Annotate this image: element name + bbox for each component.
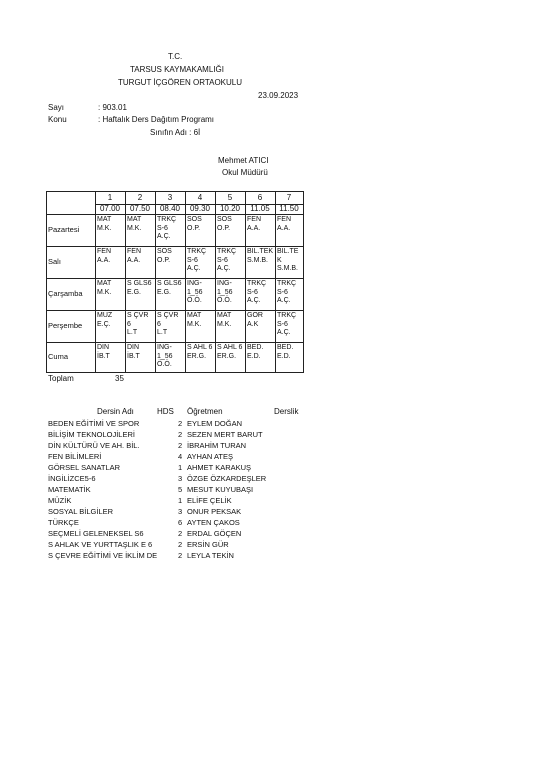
schedule-cell <box>157 280 184 309</box>
grid-vline <box>185 191 186 372</box>
course-teacher: ÖZGE ÖZKARDEŞLER <box>187 474 267 483</box>
lesson-code: TRKÇ S-6 <box>157 216 177 232</box>
lesson-code: TRKÇ S-6 <box>247 280 267 296</box>
teacher-initials: A.A. <box>97 256 111 264</box>
schedule-cell <box>127 248 154 277</box>
grid-hline <box>46 310 304 311</box>
course-name: SOSYAL BİLGİLER <box>48 507 114 516</box>
grid-vline <box>95 191 96 372</box>
schedule-cell <box>277 312 302 341</box>
lesson-code: GÖR <box>247 312 263 319</box>
lesson-code: İNG-1_56 <box>157 344 173 360</box>
lesson-code: TRKÇ S-6 <box>217 248 237 264</box>
teacher-initials: E.G. <box>127 288 142 296</box>
header-tc: T.C. <box>168 52 183 61</box>
course-hours: 5 <box>178 485 183 494</box>
schedule-cell <box>187 344 214 371</box>
grid-vline <box>46 191 47 372</box>
slot-time: 08.40 <box>159 204 181 213</box>
courses-header-hours: HDS <box>157 407 174 416</box>
course-hours: 2 <box>178 551 183 560</box>
document-date: 23.09.2023 <box>258 91 299 100</box>
day-label: Perşembe <box>48 321 83 330</box>
schedule-cell <box>217 280 244 309</box>
teacher-initials: O.P. <box>187 224 201 232</box>
lesson-code: SOS <box>217 216 232 223</box>
day-label: Cuma <box>48 352 69 361</box>
teacher-initials: O.P. <box>217 224 231 232</box>
course-hours: 1 <box>178 463 183 472</box>
schedule-cell <box>127 280 154 309</box>
course-hours: 1 <box>178 496 183 505</box>
lesson-code: İNG-1_56 <box>217 280 233 296</box>
slot-number: 1 <box>107 193 113 202</box>
lesson-code: FEN <box>127 248 141 255</box>
grid-hline <box>46 191 304 192</box>
lesson-code: DİN <box>127 344 140 351</box>
slot-number: 6 <box>257 193 263 202</box>
grid-vline <box>245 191 246 372</box>
slot-time: 09.30 <box>189 204 211 213</box>
slot-number: 2 <box>137 193 143 202</box>
course-name: İNGİLİZCE5-6 <box>48 474 96 483</box>
teacher-initials: A.Ç. <box>277 329 291 337</box>
lesson-code: MAT <box>217 312 232 319</box>
course-name: MÜZİK <box>48 496 72 505</box>
course-teacher: ELİFE ÇELİK <box>187 496 232 505</box>
lesson-code: FEN <box>247 216 261 223</box>
course-name: BEDEN EĞİTİMİ VE SPOR <box>48 419 140 428</box>
slot-time: 11.05 <box>250 204 270 213</box>
teacher-initials: E.D. <box>247 352 261 360</box>
lesson-code: S AHL 6 <box>217 344 243 351</box>
schedule-cell <box>157 216 184 245</box>
teacher-initials: L.T <box>157 329 168 337</box>
schedule-cell <box>97 344 124 371</box>
grid-hline <box>46 246 304 247</box>
total-label: Toplam <box>48 374 74 383</box>
slot-number: 3 <box>167 193 173 202</box>
principal-name: Mehmet ATICI <box>218 156 269 165</box>
lesson-code: SOS <box>187 216 202 223</box>
schedule-cell <box>187 312 214 341</box>
course-name: BİLİŞİM TEKNOLOJİLERİ <box>48 430 135 439</box>
course-teacher: AYHAN ATEŞ <box>187 452 233 461</box>
sayi-value: : 903.01 <box>98 103 127 112</box>
teacher-initials: O.P. <box>157 256 171 264</box>
schedule-cell <box>97 312 124 341</box>
course-name: FEN BİLİMLERİ <box>48 452 102 461</box>
teacher-initials: M.K. <box>97 224 112 232</box>
course-hours: 2 <box>178 540 183 549</box>
teacher-initials: ER.G. <box>217 352 237 360</box>
total-value: 35 <box>115 374 124 383</box>
grid-vline <box>215 191 216 372</box>
course-teacher: EYLEM DOĞAN <box>187 419 243 428</box>
course-hours: 2 <box>178 430 183 439</box>
teacher-initials: E.G. <box>157 288 172 296</box>
teacher-initials: İB.T <box>127 352 140 360</box>
course-name: S ÇEVRE EĞİTİMİ VE İKLİM DE <box>48 551 158 560</box>
teacher-initials: M.K. <box>127 224 142 232</box>
day-label: Çarşamba <box>48 289 83 298</box>
teacher-initials: Ö.Ö. <box>217 297 232 305</box>
schedule-cell <box>247 344 274 371</box>
header-school-name: TURGUT İÇGÖREN ORTAOKULU <box>118 78 243 87</box>
teacher-initials: M.K. <box>217 320 232 328</box>
grid-hline <box>46 372 304 373</box>
schedule-cell <box>277 280 302 309</box>
grid-vline <box>275 191 276 372</box>
lesson-code: S GLS6 <box>157 280 182 287</box>
schedule-cell <box>97 280 124 309</box>
schedule-cell <box>157 344 184 371</box>
slot-time: 11.50 <box>279 204 299 213</box>
lesson-code: MAT <box>127 216 142 223</box>
teacher-initials: A.Ç. <box>247 297 261 305</box>
schedule-cell <box>187 248 214 277</box>
grid-vline <box>125 191 126 372</box>
slot-number: 4 <box>197 193 203 202</box>
lesson-code: S ÇVR 6 <box>127 312 149 328</box>
teacher-initials: A.Ç. <box>217 265 231 273</box>
lesson-code: BED. <box>277 344 294 351</box>
lesson-code: MAT <box>187 312 202 319</box>
courses-header-teacher: Öğretmen <box>187 407 223 416</box>
slot-time: 10.20 <box>219 204 241 213</box>
grid-hline <box>46 214 304 215</box>
weekly-schedule-table <box>46 191 303 372</box>
lesson-code: SOS <box>157 248 172 255</box>
course-teacher: ONUR PEKSAK <box>187 507 242 516</box>
teacher-initials: A.Ç. <box>187 265 201 273</box>
schedule-cell <box>277 216 302 245</box>
lesson-code: İNG-1_56 <box>187 280 203 296</box>
day-label: Salı <box>48 257 61 266</box>
lesson-code: TRKÇ S-6 <box>187 248 207 264</box>
teacher-initials: Ö.Ö. <box>187 297 202 305</box>
course-name: S AHLAK VE YURTTAŞLIK E 6 <box>48 540 153 549</box>
course-hours: 6 <box>178 518 183 527</box>
schedule-cell <box>187 280 214 309</box>
lesson-code: FEN <box>277 216 291 223</box>
principal-title: Okul Müdürü <box>222 168 268 177</box>
lesson-code: DİN <box>97 344 110 351</box>
course-name: GÖRSEL SANATLAR <box>48 463 121 472</box>
teacher-initials: A.A. <box>127 256 141 264</box>
grid-vline <box>303 191 304 372</box>
slot-number: 7 <box>286 193 292 202</box>
courses-header-name: Dersin Adı <box>97 407 134 416</box>
teacher-initials: İB.T <box>97 352 110 360</box>
schedule-cell <box>127 216 154 245</box>
grid-hline <box>46 342 304 343</box>
teacher-initials: A.K <box>247 320 259 328</box>
lesson-code: TRKÇ S-6 <box>277 312 297 328</box>
lesson-code: MAT <box>97 280 112 287</box>
course-name: TÜRKÇE <box>48 518 79 527</box>
teacher-initials: A.A. <box>247 224 261 232</box>
course-hours: 4 <box>178 452 183 461</box>
schedule-cell <box>127 344 154 371</box>
courses-header-room: Derslik <box>274 407 299 416</box>
teacher-initials: A.Ç. <box>157 233 171 241</box>
schedule-cell <box>247 312 274 341</box>
teacher-initials: ER.G. <box>187 352 207 360</box>
schedule-cell <box>247 248 274 277</box>
lesson-code: MAT <box>97 216 112 223</box>
schedule-cell <box>247 216 274 245</box>
course-hours: 3 <box>178 474 183 483</box>
course-hours: 2 <box>178 441 183 450</box>
grid-vline <box>155 191 156 372</box>
schedule-cell <box>97 248 124 277</box>
lesson-code: S AHL 6 <box>187 344 213 351</box>
slot-time: 07.50 <box>129 204 151 213</box>
schedule-cell <box>217 344 244 371</box>
course-teacher: ERDAL GÖÇEN <box>187 529 242 538</box>
teacher-initials: Ö.Ö. <box>157 361 172 369</box>
schedule-cell <box>127 312 154 341</box>
lesson-code: S GLS6 <box>127 280 152 287</box>
course-teacher: SEZEN MERT BARUT <box>187 430 263 439</box>
teacher-initials: E.D. <box>277 352 291 360</box>
course-name: DİN KÜLTÜRÜ VE AH. BİL. <box>48 441 140 450</box>
slot-number: 5 <box>227 193 233 202</box>
teacher-initials: E.Ç. <box>97 320 111 328</box>
schedule-cell <box>247 280 274 309</box>
schedule-cell <box>157 312 184 341</box>
schedule-cell <box>217 216 244 245</box>
teacher-initials: M.K. <box>187 320 202 328</box>
lesson-code: MÜZ <box>97 312 113 319</box>
course-name: MATEMATİK <box>48 485 91 494</box>
schedule-cell <box>217 312 244 341</box>
header-kaymakamlik: TARSUS KAYMAKAMLIĞI <box>130 65 224 74</box>
teacher-initials: S.M.B. <box>277 265 299 273</box>
lesson-code: BİL.TEK <box>277 248 299 264</box>
lesson-code: BED. <box>247 344 264 351</box>
lesson-code: BİL.TEK <box>247 248 274 255</box>
course-hours: 2 <box>178 529 183 538</box>
teacher-initials: A.Ç. <box>277 297 291 305</box>
teacher-initials: M.K. <box>97 288 112 296</box>
slot-time: 07.00 <box>99 204 121 213</box>
course-teacher: AHMET KARAKUŞ <box>187 463 252 472</box>
konu-value: : Haftalık Ders Dağıtım Programı <box>98 115 215 124</box>
lesson-code: S ÇVR 6 <box>157 312 179 328</box>
course-teacher: İBRAHİM TURAN <box>187 441 247 450</box>
course-name: SEÇMELİ GELENEKSEL S6 <box>48 529 144 538</box>
schedule-cell <box>277 248 302 277</box>
course-teacher: ERSİN GÜR <box>187 540 229 549</box>
schedule-cell <box>277 344 302 371</box>
class-name: Sınıfın Adı : 6İ <box>150 128 201 137</box>
grid-hline <box>46 278 304 279</box>
teacher-initials: S.M.B. <box>247 256 269 264</box>
schedule-cell <box>157 248 184 277</box>
course-hours: 3 <box>178 507 183 516</box>
lesson-code: TRKÇ S-6 <box>277 280 297 296</box>
day-label: Pazartesi <box>48 225 80 234</box>
konu-label: Konu <box>48 115 67 124</box>
teacher-initials: A.A. <box>277 224 291 232</box>
course-hours: 2 <box>178 419 183 428</box>
course-teacher: LEYLA TEKİN <box>187 551 234 560</box>
lesson-code: FEN <box>97 248 111 255</box>
course-teacher: AYTEN ÇAKOS <box>187 518 240 527</box>
teacher-initials: L.T <box>127 329 138 337</box>
schedule-cell <box>217 248 244 277</box>
schedule-cell <box>97 216 124 245</box>
schedule-cell <box>187 216 214 245</box>
sayi-label: Sayı <box>48 103 65 112</box>
course-teacher: MESUT KUYUBAŞI <box>187 485 254 494</box>
